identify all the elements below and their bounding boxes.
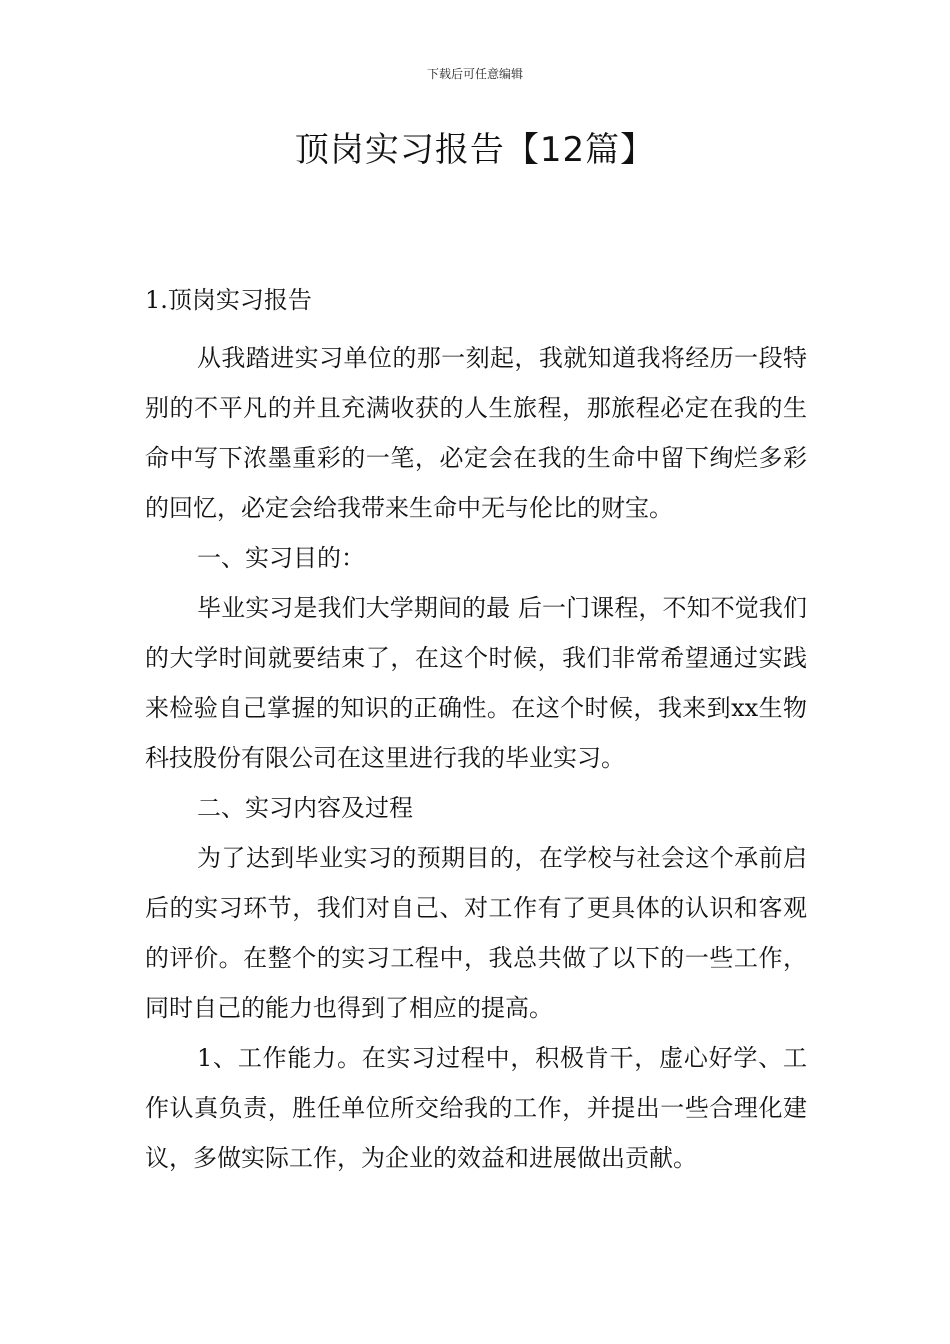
paragraph-content: 为了达到毕业实习的预期目的，在学校与社会这个承前启后的实习环节，我们对自己、对工作有了更具体的认识和客观的评价。在整个的实习工程中，我总共做了以下的一些工作，同时自己的能力也得到了相应的提高。 (145, 844, 807, 1022)
heading-internship-purpose: 一、实习目的： (197, 544, 365, 572)
paragraph-work-ability: 1、工作能力。在实习过程中，积极肯干，虚心好学、工作认真负责，胜任单位所交给我的工作，并提出一些合理化建议，多做实际工作，为企业的效益和进展做出贡献。 (145, 1044, 807, 1172)
heading-internship-content: 二、实习内容及过程 (197, 794, 413, 822)
document-body (145, 333, 807, 1183)
paragraph-purpose: 毕业实习是我们大学期间的最 后一门课程，不知不觉我们的大学时间就要结束了，在这个时候，我们非常希望通过实践来检验自己掌握的知识的正确性。在这个时候，我来到xx生物科技股份有限公司在这里进行我的毕业实习。 (145, 594, 807, 772)
document-title: 顶岗实习报告【12篇】 (294, 130, 656, 170)
header-note: 下载后可任意编辑 (426, 67, 523, 81)
section-heading: 1.顶岗实习报告 (145, 286, 312, 314)
paragraph-intro: 从我踏进实习单位的那一刻起，我就知道我将经历一段特别的不平凡的并且充满收获的人生旅程，那旅程必定在我的生命中写下浓墨重彩的一笔，必定会在我的生命中留下绚烂多彩的回忆，必定会给我带来生命中无与伦比的财宝。 (145, 344, 807, 522)
